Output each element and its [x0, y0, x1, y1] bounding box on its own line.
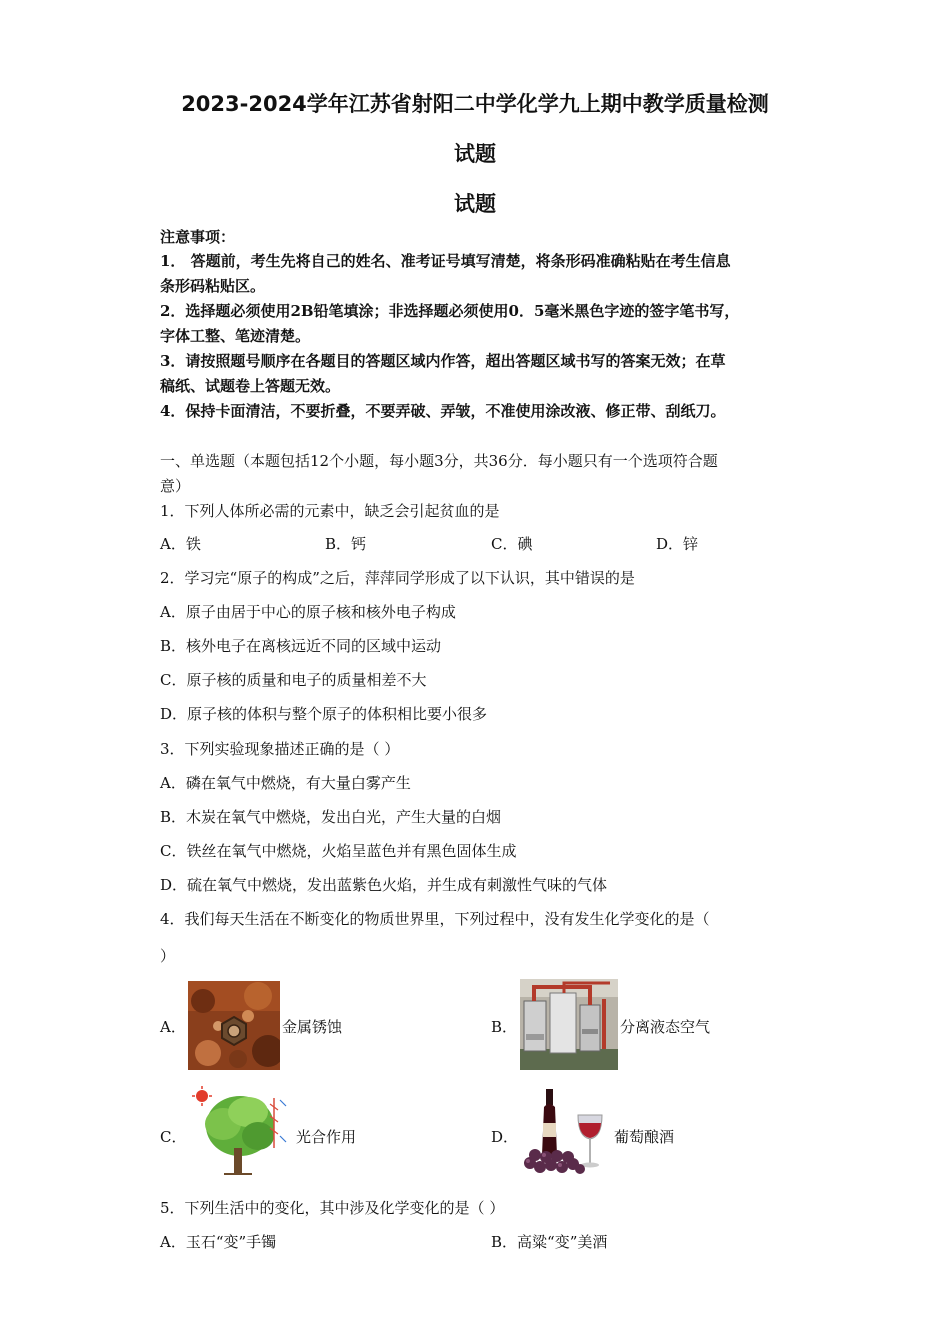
question-4-option-d-letter: D． [491, 1128, 519, 1146]
question-2-option-a: A．原子由居于中心的原子核和核外电子构成 [160, 603, 456, 621]
question-4-option-a-letter: A． [160, 1018, 186, 1036]
notes-line: 稿纸、试题卷上答题无效。 [160, 377, 341, 395]
document-subtitle: 试题 [454, 192, 496, 216]
section-heading: 一、单选题（本题包括12个小题，每小题3分，共36分．每小题只有一个选项符合题 [160, 452, 718, 470]
question-5-option-a: A．玉石“变”手镯 [160, 1233, 277, 1251]
question-4-option-c-letter: C． [160, 1128, 187, 1146]
question-5-option-b: B．高粱“变”美酒 [491, 1233, 608, 1251]
question-2-option-b: B．核外电子在离核远近不同的区域中运动 [160, 637, 442, 655]
rusted-metal-image [188, 981, 280, 1070]
notes-line: 2．选择题必须使用2B铅笔填涂；非选择题必须使用0．5毫米黑色字迹的签字笔书写， [160, 302, 740, 320]
question-4-stem-continued: ） [160, 947, 176, 965]
question-4-option-b-text: 分离液态空气 [620, 1018, 711, 1036]
notes-line: 1． 答题前，考生先将自己的姓名、准考证号填写清楚，将条形码准确粘贴在考生信息 [160, 252, 731, 270]
question-3-option-d: D．硫在氧气中燃烧，发出蓝紫色火焰，并生成有刺激性气味的气体 [160, 876, 608, 894]
question-2-option-c: C．原子核的质量和电子的质量相差不大 [160, 671, 427, 689]
notes-line: 3．请按照题号顺序在各题目的答题区域内作答，超出答题区域书写的答案无效；在草 [160, 352, 726, 370]
question-3-stem: 3．下列实验现象描述正确的是（ ） [160, 740, 400, 758]
question-4-option-a-text: 金属锈蚀 [282, 1018, 343, 1036]
question-1-option-a: A．铁 [160, 535, 201, 553]
document-title: 2023-2024学年江苏省射阳二中学化学九上期中教学质量检测 [181, 92, 769, 116]
question-3-option-b: B．木炭在氧气中燃烧，发出白光，产生大量的白烟 [160, 808, 502, 826]
document-title-continued: 试题 [454, 142, 496, 166]
notes-line: 条形码粘贴区。 [160, 277, 266, 295]
notes-heading: 注意事项： [160, 228, 236, 246]
question-3-option-c: C．铁丝在氧气中燃烧，火焰呈蓝色并有黑色固体生成 [160, 842, 517, 860]
question-2-option-d: D．原子核的体积与整个原子的体积相比要小很多 [160, 705, 488, 723]
section-heading-continued: 意） [160, 477, 191, 495]
question-3-option-a: A．磷在氧气中燃烧，有大量白雾产生 [160, 774, 411, 792]
question-2-stem: 2．学习完“原子的构成”之后，萍萍同学形成了以下认识，其中错误的是 [160, 569, 635, 587]
wine-and-grapes-image [520, 1085, 612, 1178]
question-5-stem: 5．下列生活中的变化，其中涉及化学变化的是（ ） [160, 1199, 505, 1217]
photosynthesis-tree-image [188, 1086, 293, 1178]
question-4-option-d-text: 葡萄酿酒 [614, 1128, 675, 1146]
air-separation-plant-image [520, 979, 618, 1070]
question-4-option-b-letter: B． [491, 1018, 518, 1036]
question-4-stem: 4．我们每天生活在不断变化的物质世界里，下列过程中，没有发生化学变化的是（ [160, 910, 710, 928]
notes-line: 字体工整、笔迹清楚。 [160, 327, 311, 345]
question-1-option-d: D．锌 [656, 535, 699, 553]
question-1-option-c: C．碘 [491, 535, 533, 553]
question-4-option-c-text: 光合作用 [296, 1128, 357, 1146]
notes-line: 4．保持卡面清洁，不要折叠，不要弄破、弄皱，不准使用涂改液、修正带、刮纸刀。 [160, 402, 726, 420]
question-1-option-b: B．钙 [325, 535, 367, 553]
question-1-stem: 1．下列人体所必需的元素中，缺乏会引起贫血的是 [160, 502, 500, 520]
